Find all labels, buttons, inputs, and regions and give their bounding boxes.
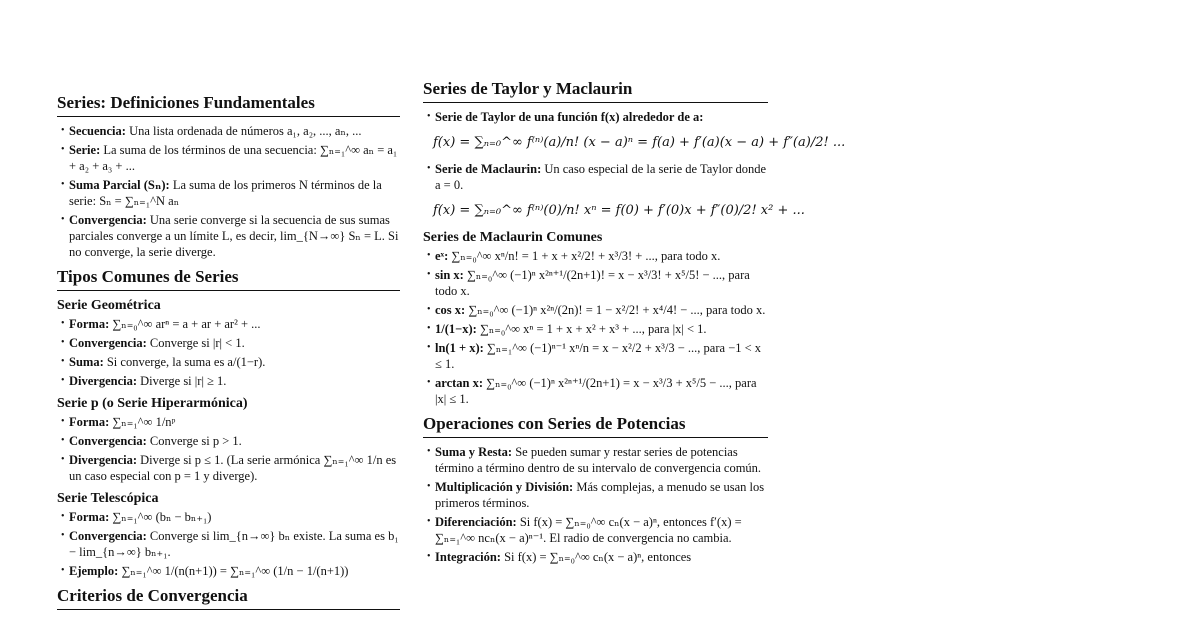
list-item: • Forma: ∑ₙ₌₁^∞ 1/nᵖ [57,414,400,430]
section-common-maclaurin [423,229,768,407]
section-title: Series de Taylor y Maclaurin [423,78,768,103]
section-convergence-criteria [57,585,400,610]
list-item: • Forma: ∑ₙ₌₀^∞ arⁿ = a + ar + ar² + ... [57,316,400,332]
list-item: • Suma: Si converge, la suma es a/(1−r). [57,354,400,370]
section-title: Tipos Comunes de Series [57,266,400,291]
taylor-list [423,109,768,125]
list-item: • Serie de Taylor de una función f(x) alrededor de a: [423,109,768,125]
list-item: • Suma Parcial (Sₙ): La suma de los primeros N términos de la serie: Sₙ = ∑ₙ₌₁^N aₙ [57,177,400,209]
section-definitions [57,92,400,260]
list-item: • eˣ: ∑ₙ₌₀^∞ xⁿ/n! = 1 + x + x²/2! + x³/3! + ..., para todo x. [423,248,768,264]
subsection-title: Serie Geométrica [57,298,161,313]
section-title: Operaciones con Series de Potencias [423,413,768,438]
list-item: • ln(1 + x): ∑ₙ₌₁^∞ (−1)ⁿ⁻¹ xⁿ/n = x − x²/2 + x³/3 − ..., para −1 < x ≤ 1. [423,340,768,372]
section-title: Criterios de Convergencia [57,585,400,610]
section-series-types [57,266,400,579]
telescopic-list [57,509,400,579]
list-item: • arctan x: ∑ₙ₌₀^∞ (−1)ⁿ x²ⁿ⁺¹/(2n+1) = x − x³/3 + x⁵/5 − ..., para |x| ≤ 1. [423,375,768,407]
list-item: • Ejemplo: ∑ₙ₌₁^∞ 1/(n(n+1)) = ∑ₙ₌₁^∞ (1/n − 1/(n+1)) [57,563,400,579]
p-series-list [57,414,400,484]
left-column [57,92,400,616]
list-item: • sin x: ∑ₙ₌₀^∞ (−1)ⁿ x²ⁿ⁺¹/(2n+1)! = x − x³/3! + x⁵/5! − ..., para todo x. [423,267,768,299]
section-title: Series: Definiciones Fundamentales [57,92,400,117]
list-item: • cos x: ∑ₙ₌₀^∞ (−1)ⁿ x²ⁿ/(2n)! = 1 − x²/2! + x⁴/4! − ..., para todo x. [423,302,768,318]
taylor-formula: f(x) = ∑ₙ₌₀^∞ f⁽ⁿ⁾(a)/n! (x − a)ⁿ = f(a) + f′(a)(x − a) + f″(a)/2! ... [433,135,846,150]
list-item: • Divergencia: Diverge si |r| ≥ 1. [57,373,400,389]
list-item: • Convergencia: Converge si lim_{n→∞} bₙ existe. La suma es b₁ − lim_{n→∞} bₙ₊₁. [57,528,400,560]
list-item: • Suma y Resta: Se pueden sumar y restar series de potencias término a término dentro de su intervalo de convergencia común. [423,444,768,476]
list-item: • Serie: La suma de los términos de una secuencia: ∑ₙ₌₁^∞ aₙ = a₁ + a₂ + a₃ + ... [57,142,400,174]
list-item: • Multiplicación y División: Más complejas, a menudo se usan los primeros términos. [423,479,768,511]
maclaurin-series-list [423,248,768,407]
maclaurin-formula: f(x) = ∑ₙ₌₀^∞ f⁽ⁿ⁾(0)/n! xⁿ = f(0) + f′(0)x + f″(0)/2! x² + ... [433,203,805,218]
right-column [423,78,846,626]
geometric-list [57,316,400,389]
list-item: • Secuencia: Una lista ordenada de números a₁, a₂, ..., aₙ, ... [57,123,400,139]
definitions-list [57,123,400,260]
list-item: • Convergencia: Converge si p > 1. [57,433,400,449]
maclaurin-list [423,161,768,193]
subsection-title: Serie p (o Serie Hiperarmónica) [57,396,248,411]
list-item: • Convergencia: Una serie converge si la secuencia de sus sumas parciales converge a un límite L, es decir, lim_{N→∞} Sₙ = L. Si no converge, la serie diverge. [57,212,400,260]
list-item: • Integración: Si f(x) = ∑ₙ₌₀^∞ cₙ(x − a)ⁿ, entonces [423,549,768,565]
list-item: • Divergencia: Diverge si p ≤ 1. (La serie armónica ∑ₙ₌₁^∞ 1/n es un caso especial con p = 1 y diverge). [57,452,400,484]
subsection-title: Serie Telescópica [57,491,159,506]
section-power-series-ops [423,413,768,565]
list-item: • Forma: ∑ₙ₌₁^∞ (bₙ − bₙ₊₁) [57,509,400,525]
list-item: • Serie de Maclaurin: Un caso especial de la serie de Taylor donde a = 0. [423,161,768,193]
section-taylor [423,78,846,223]
subsection-title: Series de Maclaurin Comunes [423,230,603,245]
list-item: • Convergencia: Converge si |r| < 1. [57,335,400,351]
list-item: • Diferenciación: Si f(x) = ∑ₙ₌₀^∞ cₙ(x − a)ⁿ, entonces f′(x) = ∑ₙ₌₁^∞ ncₙ(x − a)ⁿ⁻¹. El radio de convergencia no cambia. [423,514,768,546]
list-item: • 1/(1−x): ∑ₙ₌₀^∞ xⁿ = 1 + x + x² + x³ + ..., para |x| < 1. [423,321,768,337]
operations-list [423,444,768,565]
